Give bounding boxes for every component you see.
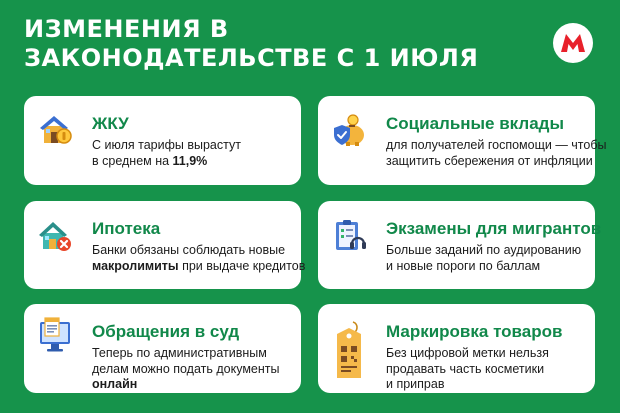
card-text-line: Теперь по административным [92, 346, 267, 360]
card-title: Обращения в суд [92, 322, 240, 341]
card-text-line: С июля тарифы вырастут [92, 138, 241, 152]
card-text-line: для получателей госпомощи — чтобы [386, 138, 607, 152]
card-text-line: Банки обязаны соблюдать новые [92, 243, 286, 257]
page-title [24, 15, 478, 73]
card-product-labeling [318, 304, 595, 393]
card-title: Экзамены для мигрантов [386, 219, 602, 238]
card-text-line: делам можно подать документы [92, 361, 280, 376]
card-title: Ипотека [92, 219, 161, 238]
card-text-line: защитить сбережения от инфляции [386, 153, 593, 168]
card-text [386, 346, 591, 393]
card-title: ЖКУ [92, 114, 129, 133]
qr-tag-icon [331, 320, 367, 382]
computer-document-icon [37, 314, 73, 350]
card-text [92, 138, 297, 169]
card-text-line: Без цифровой метки нельзя [386, 346, 549, 360]
house-cross-icon [37, 217, 73, 253]
card-text-fragment: в среднем на [92, 153, 173, 168]
card-text-fragment: при выдаче кредитов [178, 258, 306, 273]
card-text [386, 243, 591, 274]
card-mortgage [24, 201, 306, 289]
card-text-line [92, 258, 306, 275]
card-text-line: и новые пороги по баллам [386, 258, 541, 273]
card-text [92, 346, 297, 393]
house-coin-icon [37, 112, 73, 148]
card-title: Социальные вклады [386, 114, 564, 133]
card-housing-utilities [24, 96, 301, 185]
card-text-line [92, 377, 297, 393]
page-title-line-1: ИЗМЕНЕНИЯ В [24, 15, 229, 43]
page-title-line-2: ЗАКОНОДАТЕЛЬСТВЕ С 1 ИЮЛЯ [24, 44, 479, 72]
m-logo-icon [553, 23, 593, 63]
card-text-highlight: онлайн [92, 377, 138, 391]
card-migrant-exams [318, 201, 602, 289]
card-social-deposits [318, 96, 607, 185]
card-text-line: и приправ [386, 377, 445, 391]
card-text [92, 243, 306, 274]
piggy-bank-shield-icon [331, 112, 367, 148]
card-text-line [92, 154, 297, 170]
clipboard-headphones-icon [331, 217, 367, 253]
card-text [386, 138, 607, 169]
card-title: Маркировка товаров [386, 322, 563, 341]
card-court-appeals [24, 304, 301, 393]
card-text-highlight: 11,9% [172, 153, 208, 168]
card-text-line: Больше заданий по аудированию [386, 243, 582, 257]
card-text-highlight: макролимиты [92, 258, 179, 273]
card-text-line: продавать часть косметики [386, 361, 545, 376]
